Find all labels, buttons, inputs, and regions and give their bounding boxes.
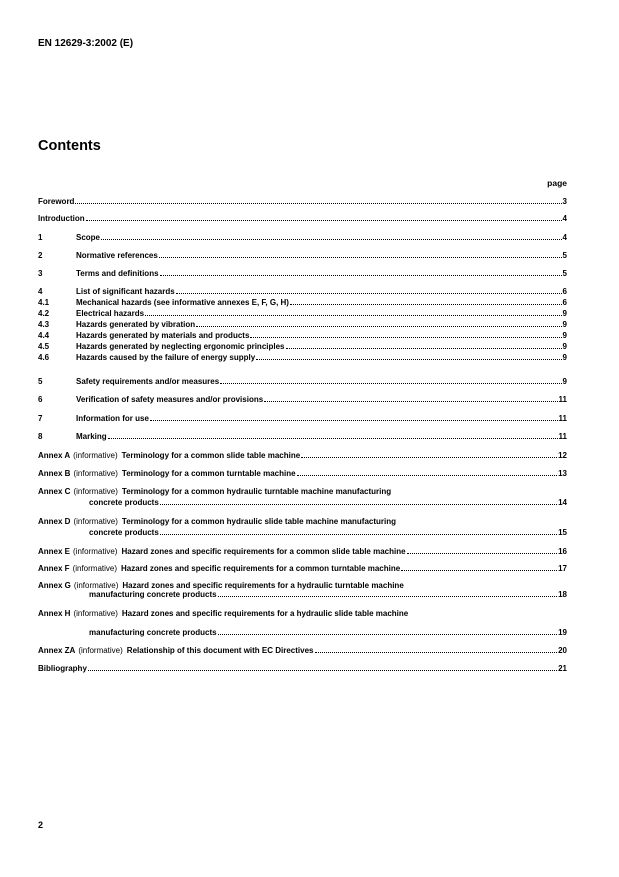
toc-entry-title: Hazard zones and specific requirements for a common turntable machine <box>121 564 401 573</box>
section-number: 8 <box>38 432 43 441</box>
toc-entry[interactable] <box>38 250 567 261</box>
toc-entry[interactable] <box>38 268 567 279</box>
toc-entry-title: Safety requirements and/or measures <box>76 377 220 386</box>
toc-entry-title: Terms and definitions <box>76 269 159 278</box>
section-number: 4.6 <box>38 353 50 362</box>
section-number: 4.2 <box>38 309 50 318</box>
toc-entry-title: Mechanical hazards (see informative annexes E, F, G, H) <box>76 298 289 307</box>
toc-entry-continuation[interactable] <box>38 527 567 538</box>
toc-entry-title-cont: manufacturing concrete products <box>89 628 217 637</box>
toc-page-number: 14 <box>558 498 567 507</box>
toc-page-number: 18 <box>558 590 567 599</box>
section-number: 7 <box>38 414 43 423</box>
toc-entry-title: Hazards generated by vibration <box>76 320 196 329</box>
toc-entry[interactable] <box>38 450 567 461</box>
dot-leader <box>150 419 558 421</box>
page-column-label: page <box>547 178 567 188</box>
toc-page-number: 9 <box>562 320 567 329</box>
toc-entry-title: Verification of safety measures and/or provisions <box>76 395 264 404</box>
dot-leader <box>401 569 557 571</box>
toc-entry-continuation[interactable] <box>38 497 567 508</box>
annex-type: (informative) <box>73 469 118 478</box>
annex-id: Annex A <box>38 451 71 460</box>
annex-id: Annex ZA <box>38 646 76 655</box>
toc-entry[interactable] <box>38 319 567 330</box>
toc-entry[interactable] <box>38 330 567 341</box>
toc-page-number: 4 <box>562 233 567 242</box>
toc-page-number: 3 <box>562 197 567 206</box>
toc-entry-title: Terminology for a common turntable machine <box>121 469 296 478</box>
toc-page-number: 9 <box>562 353 567 362</box>
toc-page-number: 12 <box>558 451 567 460</box>
section-number: 1 <box>38 233 43 242</box>
dot-leader <box>160 274 562 276</box>
toc-entry[interactable] <box>38 563 567 574</box>
toc-entry-title: Hazard zones and specific requirements for a common slide table machine <box>121 547 406 556</box>
toc-entry[interactable] <box>38 663 567 674</box>
annex-type: (informative) <box>73 581 119 590</box>
toc-entry-title: Relationship of this document with EC Directives <box>126 646 314 655</box>
annex-id: Annex E <box>38 547 71 556</box>
dot-leader <box>88 669 557 671</box>
toc-entry[interactable] <box>38 232 567 243</box>
section-number: 4.5 <box>38 342 50 351</box>
section-number: 2 <box>38 251 43 260</box>
annex-id: Annex G <box>38 581 71 590</box>
toc-page-number: 9 <box>562 342 567 351</box>
annex-id: Annex D <box>38 517 71 526</box>
toc-page-number: 6 <box>562 287 567 296</box>
dot-leader <box>218 633 558 635</box>
toc-page-number: 11 <box>558 432 567 441</box>
toc-entry-title: Terminology for a common hydraulic slide table machine manufacturing <box>121 517 397 526</box>
toc-entry[interactable] <box>38 645 567 656</box>
toc-entry-title: Hazards generated by materials and products <box>76 331 250 340</box>
dot-leader <box>159 256 562 258</box>
toc-entry-title-cont: manufacturing concrete products <box>89 590 217 599</box>
dot-leader <box>256 358 561 360</box>
toc-entry-title: Terminology for a common hydraulic turntable machine manufacturing <box>121 487 392 496</box>
toc-page-number: 9 <box>562 377 567 386</box>
toc-entry-title: List of significant hazards <box>76 287 175 296</box>
section-number: 4.1 <box>38 298 50 307</box>
section-number: 6 <box>38 395 43 404</box>
section-number: 4.3 <box>38 320 50 329</box>
dot-leader <box>218 595 558 597</box>
toc-entry[interactable] <box>38 286 567 297</box>
annex-type: (informative) <box>78 646 123 655</box>
page-number: 2 <box>38 820 44 830</box>
toc-page-number: 9 <box>562 309 567 318</box>
toc-entry-title: Hazards generated by neglecting ergonomic principles <box>76 342 285 351</box>
dot-leader <box>286 347 562 349</box>
toc-page-number: 20 <box>558 646 567 655</box>
toc-entry-title: Scope <box>76 233 101 242</box>
dot-leader <box>290 303 562 305</box>
toc-entry-title: Hazard zones and specific requirements for a hydraulic slide table machine <box>121 609 409 618</box>
toc-entry[interactable] <box>38 297 567 308</box>
dot-leader <box>108 437 558 439</box>
toc-page-number: 11 <box>558 414 567 423</box>
toc-page-number: 4 <box>562 214 567 223</box>
toc-entry-title-cont: concrete products <box>89 498 159 507</box>
toc-page-number: 16 <box>558 547 567 556</box>
toc-entry[interactable] <box>38 413 567 424</box>
annex-type: (informative) <box>73 547 118 556</box>
toc-entry-title: Normative references <box>76 251 158 260</box>
toc-page-number: 19 <box>558 628 567 637</box>
section-number: 4.4 <box>38 331 50 340</box>
toc-entry[interactable] <box>38 308 567 319</box>
toc-page-number: 13 <box>558 469 567 478</box>
dot-leader <box>176 292 562 294</box>
toc-page-number: 21 <box>558 664 567 673</box>
dot-leader <box>407 552 558 554</box>
toc-entry-continuation[interactable] <box>38 589 567 600</box>
dot-leader <box>264 400 557 402</box>
toc-entry[interactable] <box>38 546 567 557</box>
dot-leader <box>86 219 562 221</box>
annex-type: (informative) <box>73 517 118 526</box>
annex-type: (informative) <box>73 487 118 496</box>
toc-page-number: 6 <box>562 298 567 307</box>
annex-type: (informative) <box>72 564 118 573</box>
dot-leader <box>220 382 561 384</box>
dot-leader <box>250 336 561 338</box>
toc-page-number: 17 <box>558 564 567 573</box>
toc-entry-title: Bibliography <box>38 664 87 673</box>
toc-entry-title: Foreword <box>38 197 75 206</box>
toc-entry[interactable] <box>38 608 567 619</box>
toc-entry[interactable] <box>38 213 567 224</box>
toc-page-number: 11 <box>558 395 567 404</box>
toc-entry-title: Terminology for a common slide table machine <box>121 451 301 460</box>
toc-entry[interactable] <box>38 431 567 442</box>
page-title: Contents <box>38 138 101 154</box>
dot-leader <box>301 456 557 458</box>
toc-entry[interactable] <box>38 468 567 479</box>
toc-entry-title: Electrical hazards <box>76 309 145 318</box>
annex-id: Annex H <box>38 609 71 618</box>
annex-id: Annex C <box>38 487 71 496</box>
section-number: 3 <box>38 269 43 278</box>
dot-leader <box>315 651 558 653</box>
annex-type: (informative) <box>73 451 118 460</box>
toc-entry[interactable] <box>38 394 567 405</box>
toc-entry[interactable] <box>38 486 567 497</box>
section-number: 4 <box>38 287 43 296</box>
toc-entry-title: Introduction <box>38 214 85 223</box>
toc-entry[interactable] <box>38 352 567 363</box>
annex-id: Annex F <box>38 564 70 573</box>
annex-type: (informative) <box>73 609 118 618</box>
document-id: EN 12629-3:2002 (E) <box>38 38 134 49</box>
toc-entry[interactable] <box>38 376 567 387</box>
section-number: 5 <box>38 377 43 386</box>
dot-leader <box>145 314 562 316</box>
annex-id: Annex B <box>38 469 71 478</box>
toc-entry-title: Hazards caused by the failure of energy supply <box>76 353 256 362</box>
toc-page-number: 5 <box>562 251 567 260</box>
dot-leader <box>160 503 557 505</box>
toc-entry-title: Hazard zones and specific requirements for a hydraulic turntable machine <box>122 581 404 590</box>
toc-entry[interactable] <box>38 196 567 207</box>
dot-leader <box>75 202 561 204</box>
toc-entry[interactable] <box>38 516 567 527</box>
dot-leader <box>196 325 561 327</box>
toc-entry-title: Information for use <box>76 414 149 423</box>
toc-entry-title-cont: concrete products <box>89 528 159 537</box>
toc-page-number: 5 <box>562 269 567 278</box>
dot-leader <box>101 238 562 240</box>
toc-page-number: 9 <box>562 331 567 340</box>
toc-entry-continuation[interactable] <box>38 627 567 638</box>
toc-page-number: 15 <box>558 528 567 537</box>
dot-leader <box>160 533 557 535</box>
toc-entry[interactable] <box>38 341 567 352</box>
dot-leader <box>297 474 558 476</box>
toc-entry-title: Marking <box>76 432 107 441</box>
